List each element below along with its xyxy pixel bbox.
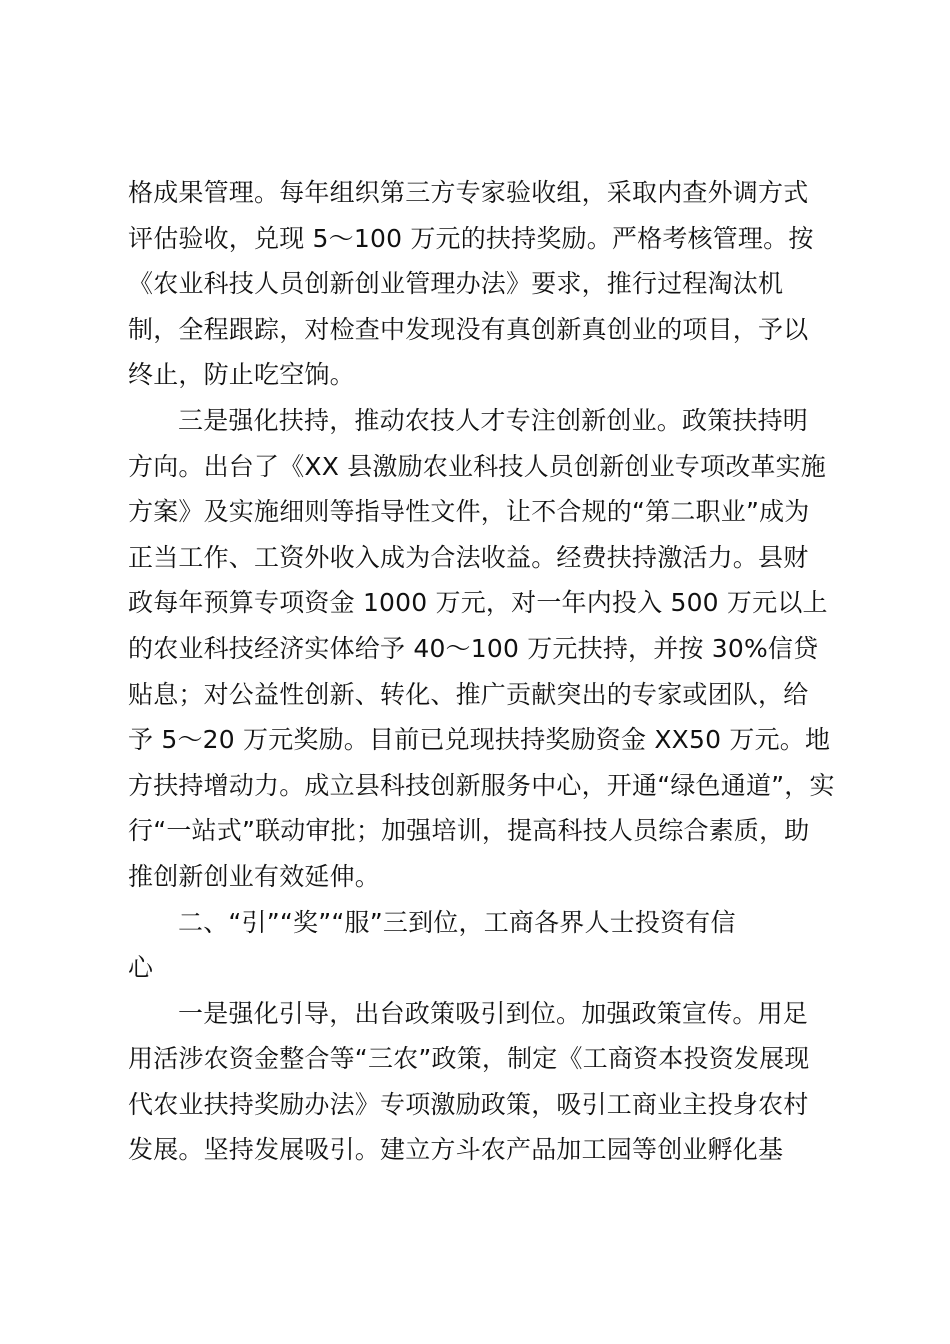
text-line: 格成果管理。每年组织第三方专家验收组，采取内查外调方式 [128,178,809,207]
text-line: 方向。出台了《XX 县激励农业科技人员创新创业专项改革实施 [128,451,827,481]
text-line: 用活涉农资金整合等“三农”政策，制定《工商资本投资发展现 [128,1044,810,1074]
text-line: 贴息；对公益性创新、转化、推广贡献突出的专家或团队，给 [128,679,809,709]
text-line: 予 5～20 万元奖励。目前已兑现扶持奖励资金 XX50 万元。地 [128,725,831,755]
text-line: 制，全程跟踪，对检查中发现没有真创新真创业的项目，予以 [128,314,809,344]
text-line: 方案》及实施细则等指导性文件，让不合规的“第二职业”成为 [128,497,810,527]
section-heading-continuation: 心 [128,953,154,983]
paragraph-first-line: 三是强化扶持，推动农技人才专注创新创业。政策扶持明 [178,405,809,435]
text-line: 正当工作、工资外收入成为合法收益。经费扶持激活力。县财 [128,542,809,572]
paragraph-first-line: 一是强化引导，出台政策吸引到位。加强政策宣传。用足 [178,998,809,1028]
document-body [128,170,843,1173]
text-line: 发展。坚持发展吸引。建立方斗农产品加工园等创业孵化基 [128,1135,784,1165]
text-line: 评估验收，兑现 5～100 万元的扶持奖励。严格考核管理。按 [128,223,814,253]
text-line: 代农业扶持奖励办法》专项激励政策，吸引工商业主投身农村 [128,1089,809,1119]
text-line: 推创新创业有效延伸。 [128,861,381,891]
text-line: 方扶持增动力。成立县科技创新服务中心，开通“绿色通道”，实 [128,770,835,800]
text-line: 政每年预算专项资金 1000 万元，对一年内投入 500 万元以上 [128,588,828,618]
text-line: 终止，防止吃空饷。 [128,360,355,390]
text-line: 行“一站式”联动审批；加强培训，提高科技人员综合素质，助 [128,816,810,846]
text-line: 《农业科技人员创新创业管理办法》要求，推行过程淘汰机 [128,269,784,299]
text-line: 的农业科技经济实体给予 40～100 万元扶持，并按 30%信贷 [128,633,819,663]
section-heading: 二、“引”“奖”“服”三到位，工商各界人士投资有信 [178,907,736,937]
